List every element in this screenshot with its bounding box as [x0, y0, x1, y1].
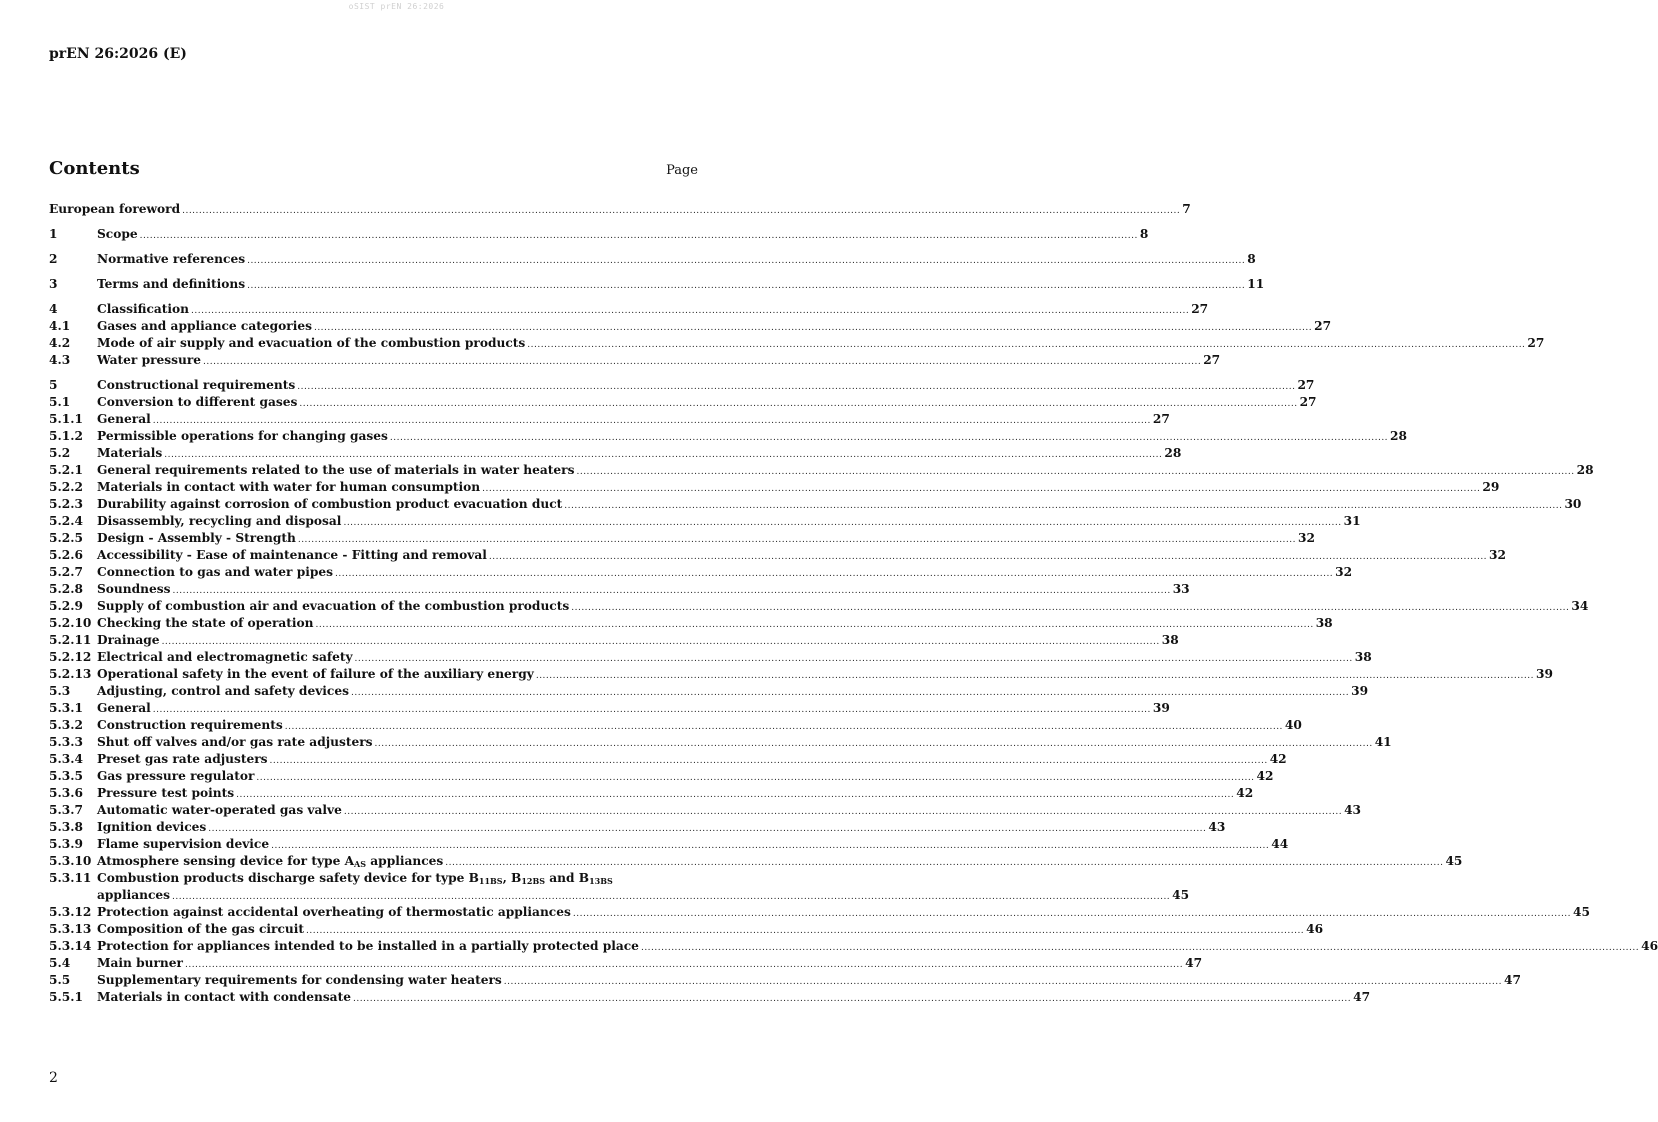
toc-number: 5.1	[49, 395, 71, 409]
toc-entry[interactable]	[49, 394, 1317, 411]
toc-number: 3	[49, 277, 58, 291]
dot-leader	[203, 354, 1201, 371]
toc-title: Classification	[97, 302, 190, 316]
toc-entry[interactable]	[49, 318, 1332, 335]
dot-leader	[270, 753, 1268, 770]
toc-entry[interactable]	[49, 276, 1265, 293]
toc-page: 45	[1172, 888, 1190, 902]
toc-entry[interactable]	[49, 479, 1500, 496]
toc-page: 47	[1185, 956, 1203, 970]
toc-entry[interactable]	[49, 683, 1369, 700]
toc-number: 5.2.12	[49, 650, 92, 664]
toc-page: 45	[1573, 905, 1590, 919]
toc-title: Supplementary requirements for condensing water heaters	[97, 973, 502, 987]
toc-number: 5.2.10	[49, 616, 92, 630]
contents-heading: Contents	[49, 158, 140, 179]
toc-entry[interactable]	[49, 768, 1274, 785]
dot-leader	[482, 481, 1480, 498]
toc-page: 40	[1284, 718, 1302, 732]
toc-number: 4	[49, 302, 58, 316]
toc-page: 39	[1536, 667, 1553, 681]
dot-leader	[641, 940, 1639, 957]
toc-title: Protection against accidental overheating of thermostatic appliances	[97, 905, 571, 919]
toc-page: 27	[1297, 378, 1315, 392]
toc-entry[interactable]	[49, 921, 1324, 938]
toc-title: Permissible operations for changing gases	[97, 429, 388, 443]
toc-number: 5.3.4	[49, 752, 83, 766]
dot-leader	[344, 804, 1342, 821]
toc-page: 39	[1351, 684, 1369, 698]
toc-number: 5.5	[49, 973, 71, 987]
toc-title: Flame supervision device	[97, 837, 270, 851]
toc-entry[interactable]	[49, 853, 1463, 870]
toc-page: 42	[1236, 786, 1254, 800]
toc-entry[interactable]	[49, 352, 1221, 369]
toc-number: 5.5.1	[49, 990, 83, 1004]
toc-number: 5.3.2	[49, 718, 83, 732]
toc-title: Ignition devices	[97, 820, 207, 834]
dot-leader	[375, 736, 1373, 753]
toc-page: 47	[1353, 990, 1371, 1004]
toc-number: 5	[49, 378, 58, 392]
dot-leader	[390, 430, 1388, 447]
toc-title: Composition of the gas circuit	[97, 922, 304, 936]
watermark: oSIST prEN 26:2026	[348, 2, 445, 11]
toc-number: 5.3	[49, 684, 71, 698]
toc-title: Accessibility - Ease of maintenance - Fitting and removal	[97, 548, 487, 562]
toc-title: Disassembly, recycling and disposal	[97, 514, 342, 528]
toc-entry[interactable]	[49, 904, 1590, 921]
toc-page: 27	[1527, 336, 1545, 350]
toc-page: 28	[1576, 463, 1594, 477]
dot-leader	[571, 600, 1569, 617]
toc-title: General requirements related to the use of materials in water heaters	[97, 463, 575, 477]
toc-number: 5.2	[49, 446, 71, 460]
toc-page: 28	[1164, 446, 1182, 460]
toc-entry[interactable]	[49, 377, 1315, 394]
toc-number: 5.2.1	[49, 463, 83, 477]
document-id: prEN 26:2026 (E)	[49, 46, 187, 62]
toc-number: 2	[49, 252, 58, 266]
toc-page: 43	[1208, 820, 1226, 834]
toc-page: 31	[1343, 514, 1361, 528]
toc-entry[interactable]	[49, 955, 1203, 972]
toc-entry[interactable]	[49, 972, 1521, 989]
toc-page: 46	[1641, 939, 1658, 953]
toc-title: European foreword	[49, 202, 181, 216]
toc-title: Shut off valves and/or gas rate adjusters	[97, 735, 373, 749]
toc-entry[interactable]	[49, 226, 1149, 243]
toc-page: 33	[1172, 582, 1190, 596]
toc-entry[interactable]	[49, 445, 1182, 462]
toc-number: 5.3.3	[49, 735, 83, 749]
toc-number: 4.2	[49, 336, 71, 350]
toc-entry[interactable]	[49, 462, 1594, 479]
toc-entry[interactable]	[49, 301, 1209, 318]
toc-title: Materials in contact with condensate	[97, 990, 351, 1004]
dot-leader	[351, 685, 1349, 702]
dot-leader	[182, 203, 1180, 220]
toc-title: Automatic water-operated gas valve	[97, 803, 342, 817]
toc-title: Gas pressure regulator	[97, 769, 255, 783]
toc-title: Materials	[97, 446, 163, 460]
toc-title: Normative references	[97, 252, 246, 266]
dot-leader	[247, 278, 1245, 295]
dot-leader	[527, 337, 1525, 354]
toc-number: 5.2.4	[49, 514, 83, 528]
toc-page: 46	[1306, 922, 1324, 936]
toc-number: 5.3.9	[49, 837, 83, 851]
toc-number: 5.2.2	[49, 480, 83, 494]
dot-leader	[299, 396, 1297, 413]
toc-title: General	[97, 701, 151, 715]
toc-page: 7	[1182, 202, 1191, 216]
dot-leader	[536, 668, 1534, 685]
toc-title: Connection to gas and water pipes	[97, 565, 333, 579]
dot-leader	[573, 906, 1571, 923]
toc-page: 30	[1564, 497, 1582, 511]
page-column-label: Page	[666, 163, 698, 178]
toc-number: 5.3.11	[49, 871, 92, 885]
toc-number: 5.2.11	[49, 633, 92, 647]
dot-leader	[236, 787, 1234, 804]
toc-entry[interactable]	[49, 751, 1287, 768]
toc-title: Construction requirements	[97, 718, 283, 732]
toc-page: 42	[1269, 752, 1287, 766]
toc-page: 27	[1299, 395, 1317, 409]
toc-entry[interactable]	[49, 938, 1658, 955]
toc-entry[interactable]	[49, 428, 1408, 445]
toc-number: 5.2.6	[49, 548, 83, 562]
toc-number: 5.2.13	[49, 667, 92, 681]
toc-entry[interactable]	[49, 802, 1362, 819]
toc-page: 27	[1152, 412, 1170, 426]
toc-number: 4.1	[49, 319, 71, 333]
toc-title: Pressure test points	[97, 786, 235, 800]
toc-page: 38	[1161, 633, 1179, 647]
toc-number: 5.2.3	[49, 497, 83, 511]
toc-number: 5.4	[49, 956, 71, 970]
toc-page: 27	[1191, 302, 1209, 316]
toc-entry[interactable]	[49, 335, 1545, 352]
toc-entry[interactable]	[49, 785, 1254, 802]
toc-entry[interactable]	[49, 632, 1179, 649]
toc-title: Soundness	[97, 582, 171, 596]
toc-page: 32	[1298, 531, 1315, 545]
toc-entry[interactable]	[49, 734, 1392, 751]
toc-title: Terms and definitions	[97, 277, 246, 291]
toc-entry[interactable]	[49, 615, 1333, 632]
toc-number: 5.3.12	[49, 905, 92, 919]
dot-leader	[247, 253, 1245, 270]
toc-entry[interactable]	[49, 870, 698, 887]
toc-entry[interactable]	[49, 581, 1190, 598]
toc-page: 27	[1314, 319, 1332, 333]
toc-title: Design - Assembly - Strength	[97, 531, 296, 545]
toc-number: 5.3.14	[49, 939, 92, 953]
toc-number: 5.2.8	[49, 582, 83, 596]
dot-leader	[564, 498, 1562, 515]
toc-entry[interactable]	[49, 649, 1372, 666]
toc-number: 4.3	[49, 353, 71, 367]
toc-number: 1	[49, 227, 58, 241]
toc-title: Atmosphere sensing device for type $A_{AS}$ appliances	[97, 854, 444, 869]
toc-page: 44	[1271, 837, 1289, 851]
toc-entry[interactable]	[49, 598, 1589, 615]
toc-title: Protection for appliances intended to be installed in a partially protected place	[97, 939, 639, 953]
toc-title: Operational safety in the event of failure of the auxiliary energy	[97, 667, 534, 681]
toc-title: Water pressure	[97, 353, 202, 367]
toc-page: 39	[1152, 701, 1170, 715]
toc-number: 5.2.7	[49, 565, 83, 579]
toc-entry[interactable]	[49, 819, 1226, 836]
toc-page: 43	[1344, 803, 1362, 817]
toc-entry[interactable]	[49, 251, 1256, 268]
toc-title: Combustion products discharge safety device for type $B_{11BS}$, $B_{12BS}$ and $B_{13BS}$	[97, 871, 613, 886]
dot-leader	[208, 821, 1206, 838]
toc-title: Scope	[97, 227, 138, 241]
toc-entry[interactable]	[49, 513, 1361, 530]
toc-title: Gases and appliance categories	[97, 319, 312, 333]
toc-page: 38	[1315, 616, 1333, 630]
toc-title: Conversion to different gases	[97, 395, 298, 409]
toc-title: Preset gas rate adjusters	[97, 752, 268, 766]
toc-title: Supply of combustion air and evacuation of the combustion products	[97, 599, 570, 613]
toc-number: 5.2.5	[49, 531, 83, 545]
toc-page: 32	[1489, 548, 1507, 562]
toc-entry[interactable]	[49, 836, 1289, 853]
page-number: 2	[49, 1070, 58, 1086]
dot-leader	[343, 515, 1341, 532]
dot-leader	[140, 228, 1138, 245]
dot-leader	[191, 303, 1189, 320]
dot-leader	[256, 770, 1254, 787]
toc-title: Adjusting, control and safety devices	[97, 684, 349, 698]
toc-number: 5.3.1	[49, 701, 83, 715]
dot-leader	[153, 702, 1151, 719]
toc-page: 42	[1256, 769, 1274, 783]
toc-page: 8	[1247, 252, 1256, 266]
toc-title: General	[97, 412, 151, 426]
toc-number: 5.2.9	[49, 599, 83, 613]
toc-title: Constructional requirements	[97, 378, 296, 392]
toc-page: 27	[1203, 353, 1221, 367]
toc-number: 5.1.1	[49, 412, 83, 426]
toc-page: 47	[1503, 973, 1521, 987]
toc-title: Durability against corrosion of combustion product evacuation duct	[97, 497, 563, 511]
toc-number: 5.3.6	[49, 786, 83, 800]
toc-title: Materials in contact with water for human consumption	[97, 480, 481, 494]
toc-number: 5.3.7	[49, 803, 83, 817]
toc-number: 5.3.5	[49, 769, 83, 783]
toc-page: 34	[1571, 599, 1589, 613]
toc-entry-foreword[interactable]	[49, 201, 1191, 218]
dot-leader	[285, 719, 1283, 736]
toc-entry[interactable]	[49, 564, 1353, 581]
toc-entry-continuation[interactable]	[49, 887, 1190, 904]
table-of-contents	[49, 201, 1658, 1006]
toc-entry[interactable]	[49, 547, 1507, 564]
dot-leader	[297, 379, 1295, 396]
toc-entry[interactable]	[49, 530, 1315, 547]
toc-number: 5.1.2	[49, 429, 83, 443]
toc-page: 45	[1445, 854, 1463, 868]
toc-title: Mode of air supply and evacuation of the combustion products	[97, 336, 526, 350]
toc-title: Electrical and electromagnetic safety	[97, 650, 353, 664]
toc-title: appliances	[97, 888, 170, 902]
toc-number: 5.3.10	[49, 854, 92, 868]
toc-title: Checking the state of operation	[97, 616, 314, 630]
toc-title: Drainage	[97, 633, 160, 647]
dot-leader	[576, 464, 1574, 481]
toc-page: 28	[1390, 429, 1408, 443]
toc-number: 5.3.13	[49, 922, 92, 936]
toc-page: 29	[1482, 480, 1500, 494]
toc-entry[interactable]	[49, 411, 1170, 428]
toc-title: Main burner	[97, 956, 183, 970]
dot-leader	[353, 991, 1351, 1008]
toc-page: 8	[1139, 227, 1149, 241]
toc-entry[interactable]	[49, 717, 1302, 734]
toc-entry[interactable]	[49, 666, 1553, 683]
toc-page: 32	[1335, 565, 1353, 579]
toc-page: 38	[1354, 650, 1372, 664]
toc-entry[interactable]	[49, 496, 1582, 513]
toc-number: 5.3.8	[49, 820, 83, 834]
toc-entry[interactable]	[49, 700, 1170, 717]
toc-page: 41	[1374, 735, 1392, 749]
toc-entry[interactable]	[49, 989, 1371, 1006]
toc-page: 11	[1247, 277, 1265, 291]
